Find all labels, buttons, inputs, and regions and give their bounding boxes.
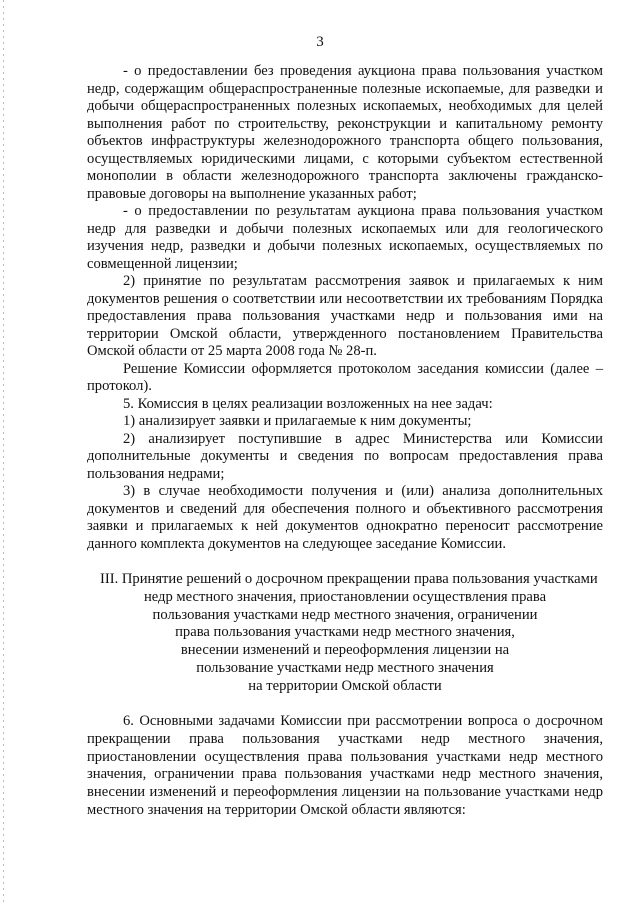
paragraph-clause-5: 5. Комиссия в целях реализации возложенных на нее задач: (123, 395, 493, 412)
paragraph-bullet-2: - о предоставлении по результатам аукциона права пользования участком недр для разведки и добычи полезных ископаемых или для геологического изучения недр, разведки и добычи полезных ископаемых, осуществляемых по совмещенной лицензии; (87, 203, 603, 272)
body-text-section-iii (87, 713, 603, 820)
section-heading-line: недр местного значения, приостановлении осуществления права (143, 588, 547, 605)
paragraph-clause-6: 6. Основными задачами Комиссии при рассмотрении вопроса о досрочном прекращении права пользования участками недр местного значения, приостановлении осуществления права пользования участками недр местного значения, ограничении права пользования участками недр местного значения, внесении изменений и переоформления лицензии на пользование участками недр местного значения на территории Омской области являются: (87, 713, 603, 818)
section-heading-line: III. Принятие решений о досрочном прекращении права пользования участками (100, 571, 598, 587)
section-heading-iii (100, 571, 598, 696)
section-heading-line: пользование участками недр местного значения (196, 659, 494, 676)
body-text (87, 63, 603, 553)
paragraph-decision: Решение Комиссии оформляется протоколом заседания комиссии (далее – протокол). (87, 360, 603, 394)
section-heading-line: внесении изменений и переоформления лицензии на (180, 642, 510, 659)
section-heading-line: пользования участками недр местного значения, ограничении (152, 606, 538, 623)
paragraph-clause-5-item-2: 2) анализирует поступившие в адрес Министерства или Комиссии дополнительные документы и сведения по вопросам предоставления права пользования недрами; (87, 430, 603, 482)
paragraph-clause-5-item-3: 3) в случае необходимости получения и (или) анализа дополнительных документов и сведений для обеспечения полного и объективного рассмотрения заявки и прилагаемых к ней документов однократно переносит рассмотрение данного комплекта документов на следующее заседание Комиссии. (87, 483, 603, 552)
paragraph-bullet-1: - о предоставлении без проведения аукциона права пользования участком недр, содержащим общераспространенные полезные ископаемые, для разведки и добычи общераспространенных полезных ископаемых, необходимых для целей выполнения работ по строительству, реконструкции и капитальному ремонту объектов инфраструктуры железнодорожного транспорта общего пользования, осуществляемых юридическими лицами, с которыми субъектом естественной монополии в области железнодорожного транспорта заключены гражданско-правовые договоры на выполнение указанных работ; (87, 63, 603, 202)
section-heading-line: права пользования участками недр местного значения, (175, 624, 515, 641)
page-number: 3 (316, 34, 324, 50)
page-edge-dots (3, 0, 4, 905)
paragraph-item-2: 2) принятие по результатам рассмотрения заявок и прилагаемых к ним документов решения о соответствии или несоответствии их требованиям Порядка предоставления права пользования участками недр и пользования ими на территории Омской области, утвержденного постановлением Правительства Омской области от 25 марта 2008 года № 28-п. (87, 273, 603, 359)
section-heading-line: на территории Омской области (248, 677, 442, 694)
paragraph-clause-5-item-1: 1) анализирует заявки и прилагаемые к ним документы; (123, 413, 472, 429)
